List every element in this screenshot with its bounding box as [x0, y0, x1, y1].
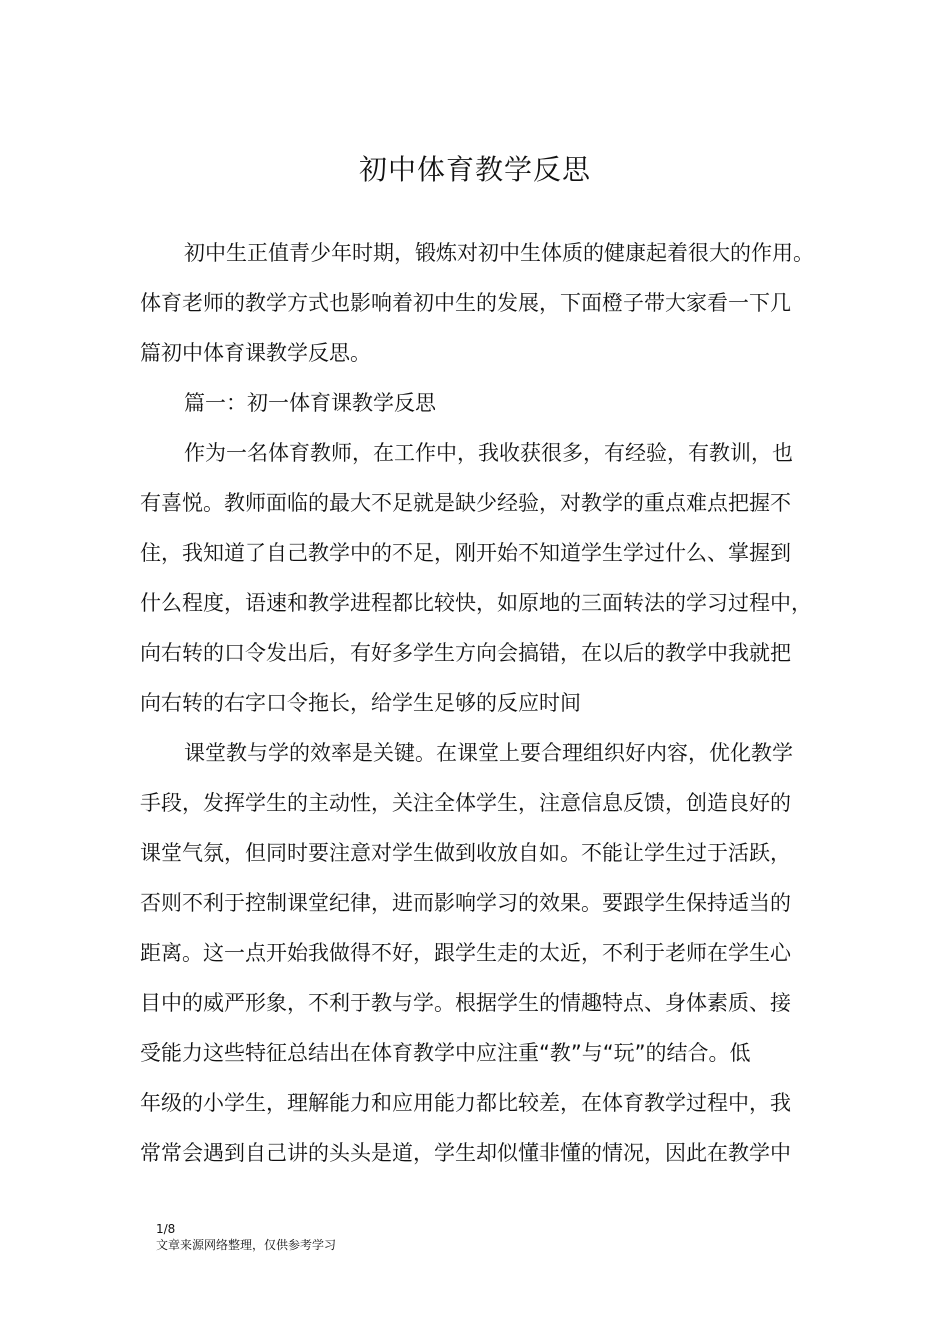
- text-line: 住，我知道了自己教学中的不足，刚开始不知道学生学过什么、掌握到: [140, 541, 791, 565]
- text-line: 体育老师的教学方式也影响着初中生的发展，下面橙子带大家看一下几: [140, 291, 791, 315]
- text-line: 篇一：初一体育课教学反思: [184, 391, 436, 415]
- footer-note: 文章来源网络整理，仅供参考学习: [156, 1238, 337, 1252]
- section-heading: [140, 378, 830, 428]
- document-title: 初中体育教学反思: [358, 153, 591, 186]
- paragraph-intro: [140, 228, 830, 378]
- text-line: 向右转的右字口令拖长，给学生足够的反应时间: [140, 691, 581, 715]
- text-line: 有喜悦。教师面临的最大不足就是缺少经验，对教学的重点难点把握不: [140, 491, 791, 515]
- document-body: [140, 228, 830, 1178]
- text-line: 向右转的口令发出后，有好多学生方向会搞错，在以后的教学中我就把: [140, 641, 791, 665]
- text-line: 课堂气氛，但同时要注意对学生做到收放自如。不能让学生过于活跃，: [140, 841, 791, 865]
- text-line: 手段，发挥学生的主动性，关注全体学生，注意信息反馈，创造良好的: [140, 791, 791, 815]
- text-line: 年级的小学生，理解能力和应用能力都比较差，在体育教学过程中，我: [140, 1091, 791, 1115]
- text-line: 篇初中体育课教学反思。: [140, 341, 371, 365]
- text-line: 课堂教与学的效率是关键。在课堂上要合理组织好内容，优化教学: [184, 741, 793, 765]
- page-footer: [156, 1221, 336, 1253]
- text-line: 什么程度，语速和教学进程都比较快，如原地的三面转法的学习过程中，: [140, 591, 812, 615]
- text-line: 常常会遇到自己讲的头头是道，学生却似懂非懂的情况，因此在教学中: [140, 1141, 791, 1165]
- text-line: 否则不利于控制课堂纪律，进而影响学习的效果。要跟学生保持适当的: [140, 891, 791, 915]
- text-line: 受能力这些特征总结出在体育教学中应注重“教”与“玩”的结合。低: [140, 1041, 751, 1065]
- text-line: 目中的威严形象，不利于教与学。根据学生的情趣特点、身体素质、接: [140, 991, 791, 1015]
- page-number: 1/8: [156, 1222, 176, 1236]
- text-line: 作为一名体育教师，在工作中，我收获很多，有经验，有教训，也: [184, 441, 793, 465]
- paragraph-experience: [140, 428, 830, 728]
- text-line: 距离。这一点开始我做得不好，跟学生走的太近，不利于老师在学生心: [140, 941, 791, 965]
- text-line: 初中生正值青少年时期，锻炼对初中生体质的健康起着很大的作用。: [184, 241, 814, 265]
- paragraph-efficiency: [140, 728, 830, 1178]
